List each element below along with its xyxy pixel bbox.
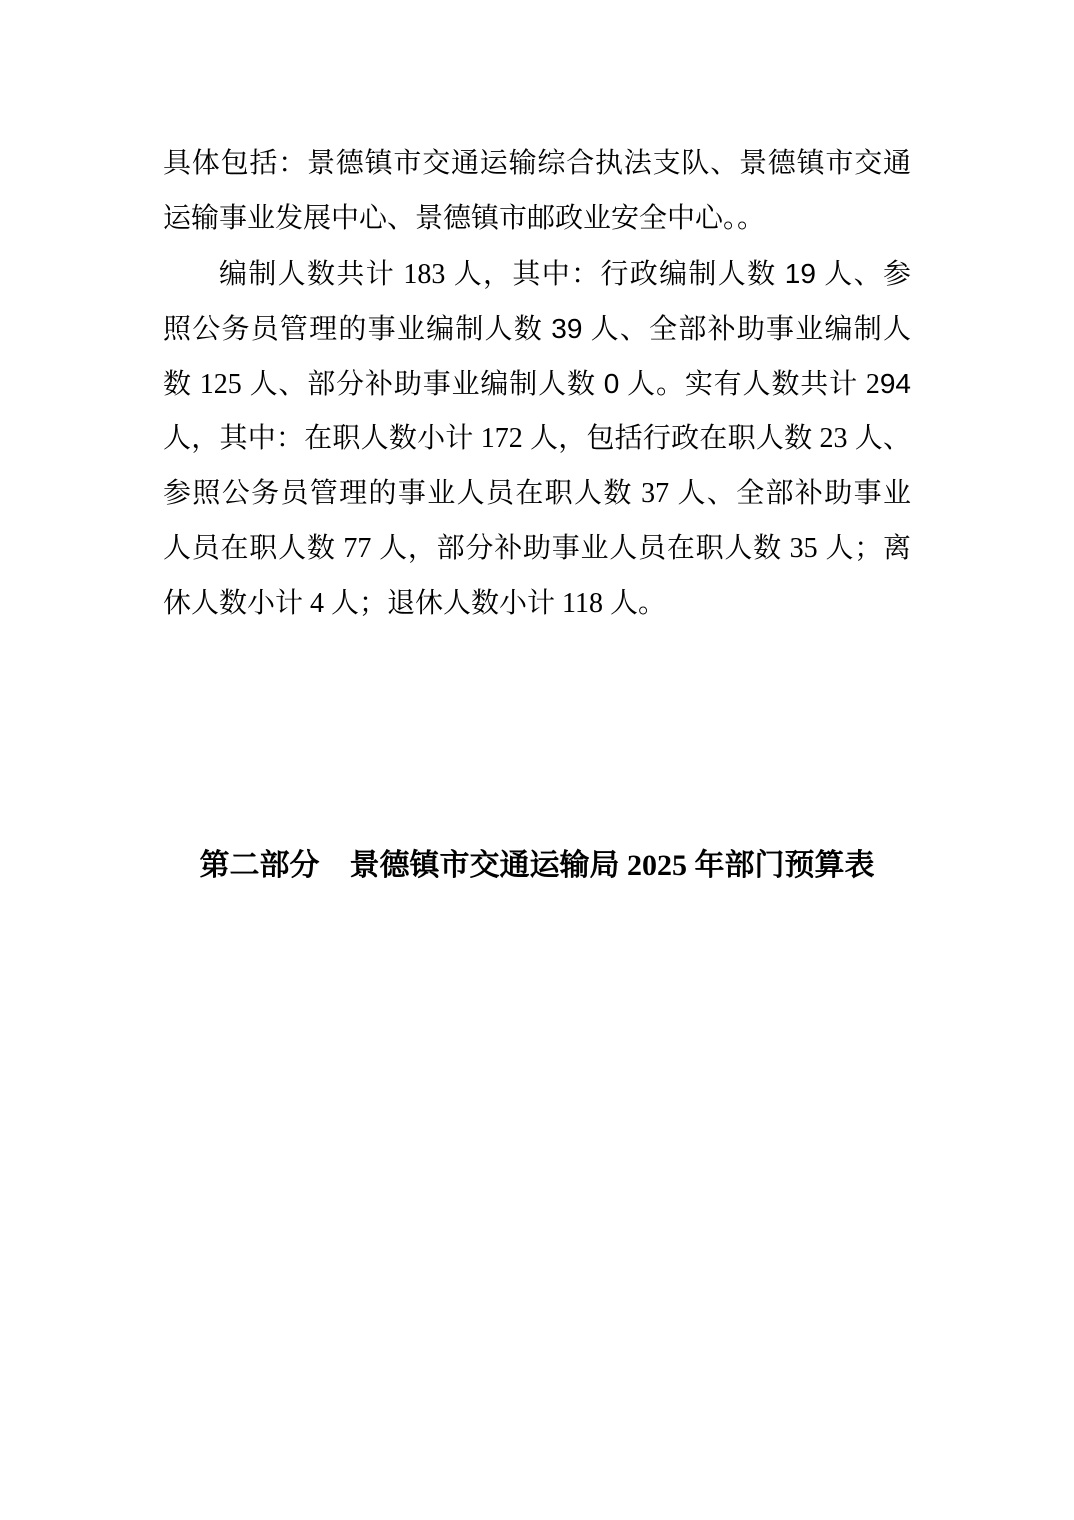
text-run: 照公务员管理的事业编制人数 xyxy=(163,314,552,345)
numeral-sans: 19 xyxy=(784,258,816,289)
numeral-sans: 39 xyxy=(551,313,583,344)
text-run: 编制人数共计 183 人，其中：行政编制人数 xyxy=(219,259,785,290)
text-run: 人员在职人数 77 人，部分补助事业人员在职人数 35 人；离 xyxy=(163,533,911,564)
numeral-sans: 0 xyxy=(603,368,620,399)
text-run: 休人数小计 4 人；退休人数小计 118 人。 xyxy=(163,588,666,619)
text-run: 参照公务员管理的事业人员在职人数 37 人、全部补助事业 xyxy=(163,478,911,509)
body-line xyxy=(163,301,911,356)
body-line xyxy=(163,136,911,191)
body-line xyxy=(163,191,911,246)
text-run: 人，其中：在职人数小计 172 人，包括行政在职人数 23 人、 xyxy=(163,423,911,454)
body-line xyxy=(163,356,911,411)
text-run: 数 125 人、部分补助事业编制人数 xyxy=(163,369,604,400)
body-line xyxy=(163,576,911,631)
body-line xyxy=(163,466,911,521)
text-run: 人、全部补助事业编制人 xyxy=(582,314,911,345)
text-run: 人。实有人数共计 2 xyxy=(619,369,880,400)
text-run: 人、参 xyxy=(815,259,911,290)
text-run: 具体包括：景德镇市交通运输综合执法支队、景德镇市交通 xyxy=(163,148,911,179)
numeral-sans: 94 xyxy=(879,368,911,399)
section-heading: 第二部分 景德镇市交通运输局 2025 年部门预算表 xyxy=(199,849,875,882)
body-line xyxy=(163,411,911,466)
body-line xyxy=(163,246,911,301)
body-text-block xyxy=(163,136,911,631)
text-run: 运输事业发展中心、景德镇市邮政业安全中心。。 xyxy=(163,203,766,234)
body-line xyxy=(163,521,911,576)
